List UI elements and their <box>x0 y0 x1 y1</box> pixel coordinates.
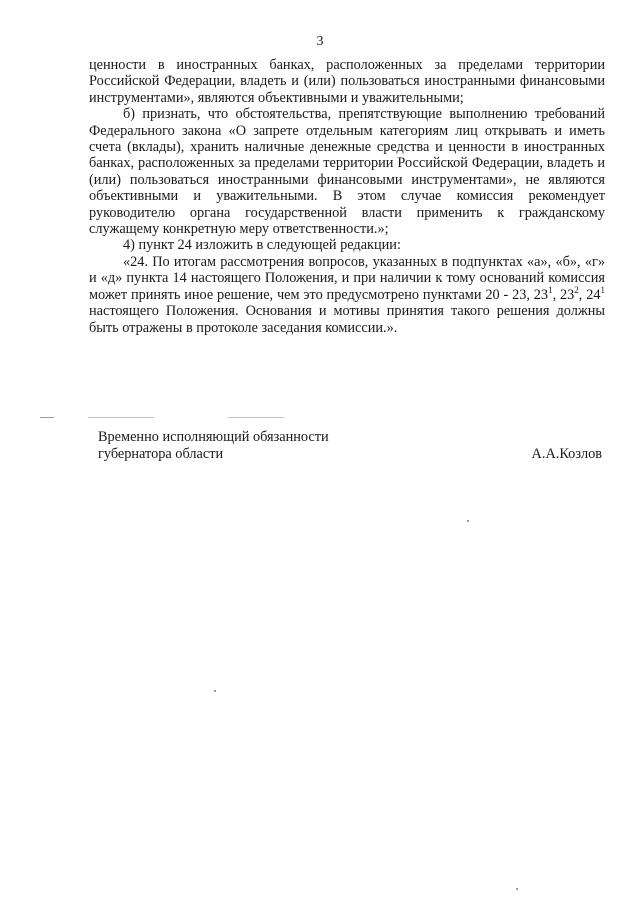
signatory-title <box>98 429 604 463</box>
signatory-title-line: губернатора области <box>98 446 224 462</box>
signature-block <box>98 429 604 463</box>
page-number: 3 <box>316 34 324 49</box>
paragraph-2: б) признать, что обстоятельства, препятствующие выполнению требований Федерального закона «О запрете отдельным категориям лиц открывать и иметь счета (вклады), хранить наличные денежные средства и ценности в иностранных банках, расположенных за пределами территории Российской Федерации, владеть и (или) пользоваться иностранными финансовыми инструментами», не являются объективными и уважительными. В этом случае комиссия рекомендует руководителю органа государственной власти применить к гражданскому служащему конкретную меру ответственности.»; <box>89 106 605 238</box>
superscript: 1 <box>600 284 606 295</box>
superscript: 1 <box>548 284 553 295</box>
scan-speck <box>88 417 154 418</box>
superscript: 2 <box>574 284 579 295</box>
scan-speck <box>40 417 54 418</box>
document-body <box>89 57 605 336</box>
paragraph-3: 4) пункт 24 изложить в следующей редакции: <box>123 237 401 254</box>
paragraph-4-lead: «24. По итогам рассмотрения вопросов, указанных в подпунктах «а», «б», «г» и «д» пункта 14 настоящего Положения, и при наличии к тому оснований комиссия может принять иное решение, чем это предусмотрено пунктами 20 - 23, 23 <box>89 253 605 303</box>
scan-speck <box>467 520 469 522</box>
paragraph-4 <box>89 254 605 336</box>
scan-speck <box>516 888 518 890</box>
scan-speck <box>214 690 216 692</box>
paragraph-4-tail: настоящего Положения. Основания и мотивы принятия такого решения должны быть отражены в протоколе заседания комиссии.». <box>89 303 605 336</box>
scan-speck <box>228 417 284 418</box>
paragraph-4-sep: , 24 <box>578 286 601 303</box>
signatory-name: А.А.Козлов <box>531 446 602 462</box>
paragraph-4-sep: , 23 <box>552 286 575 303</box>
signatory-title-line: Временно исполняющий обязанности <box>98 429 329 445</box>
paragraph-1: ценности в иностранных банках, расположенных за пределами территории Российской Федерации, владеть и (или) пользоваться иностранными финансовыми инструментами», являются объективными и уважительными; <box>89 57 605 106</box>
